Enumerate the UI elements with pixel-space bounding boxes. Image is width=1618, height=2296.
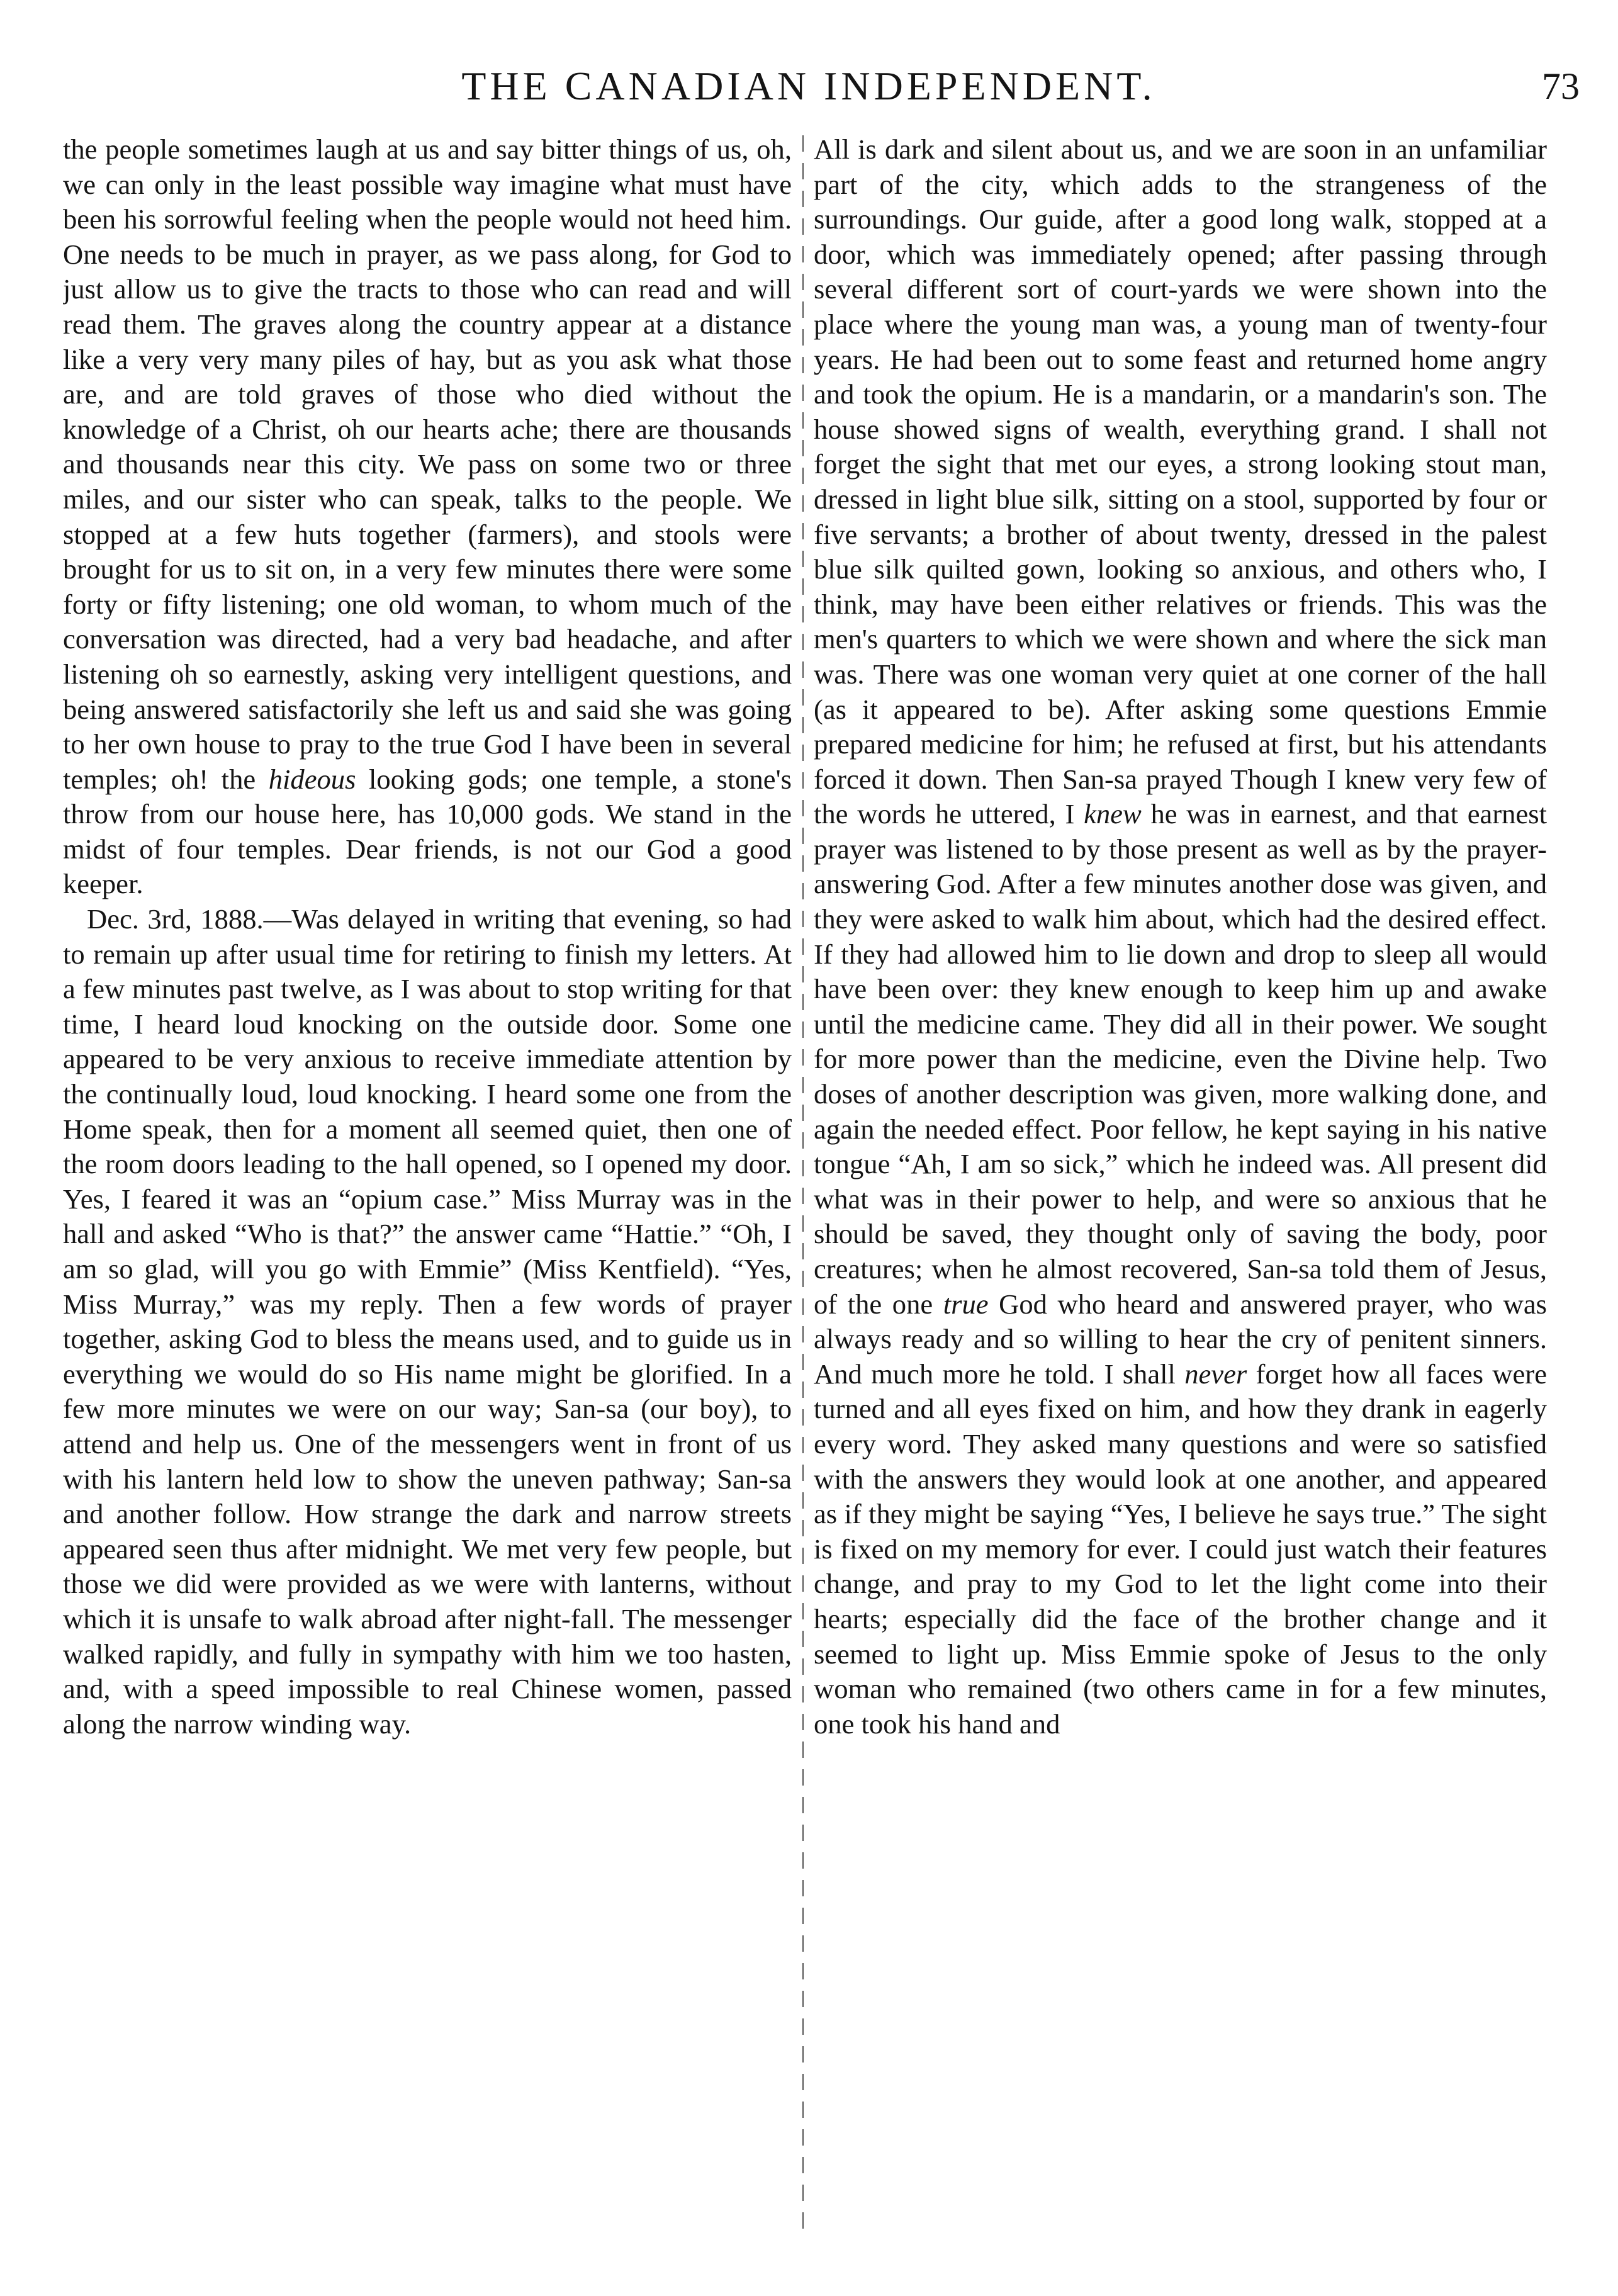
emphasis-text: true: [943, 1288, 989, 1320]
right-paragraph-1: [814, 132, 1547, 1742]
page-number: 73: [1542, 65, 1580, 107]
text-run: the people sometimes laugh at us and say bitter things of us, oh, we can only in the least possible way imagine what must have been his sorrowful feeling when the people would not heed him. One needs to be much in prayer, as we pass along, for God to just allow us to give the tracts to those who can read and will read them. The graves along the country appear at a distance like a very very many piles of hay, but as you ask what those are, and are told graves of those who died without the knowledge of a Christ, oh our hearts ache; there are thousands and thousands near this city. We pass on some two or three miles, and our sister who can speak, talks to the people. We stopped at a few huts together (farmers), and stools were brought for us to sit on, in a very few minutes there were some forty or fifty listening; one old woman, to whom much of the conversation was directed, had a very bad headache, and after listening oh so earnestly, asking very intelligent questions, and being answered satisfactorily she left us and said she was going to her own house to pray to the true God I have been in several temples; oh! the: [63, 133, 792, 795]
text-run: he was in earnest, and that earnest prayer was listened to by those present as well as by the prayer-answering God. After a few minutes another dose was given, and they were asked to walk him about, which had the desired effect. If they had allowed him to lie down and drop to sleep all would have been over: they knew enough to keep him up and awake until the medicine came. They did all in their power. We sought for more power than the medicine, even the Divine help. Two doses of another description was given, more walking done, and again the needed effect. Poor fellow, he kept saying in his native tongue “Ah, I am so sick,” which he indeed was. All present did what was in their power to help, and were so anxious that he should be saved, they thought only of saving the body, poor creatures; when he almost recovered, San-sa told them of Jesus, of the one: [814, 798, 1547, 1320]
left-column: [63, 132, 792, 2247]
text-run: looking gods; one temple, a stone's throw from our house here, has 10,000 gods. We stand in the midst of four temples. Dear friends, is not our God a good keeper.: [63, 763, 792, 900]
text-run: forget how all faces were turned and all eyes fixed on him, and how they drank in eagerly every word. They asked many questions and were so satisfied with the answers they would look at one another, and appeared as if they might be saying “Yes, I believe he says true.” The sight is fixed on my memory for ever. I could just watch their features change, and pray to my God to let the light come into their hearts; especially did the face of the brother change and it seemed to light up. Miss Emmie spoke of Jesus to the only woman who remained (two others came in for a few minutes, one took his hand and: [814, 1358, 1547, 1740]
right-column: [814, 132, 1547, 2247]
text-run: All is dark and silent about us, and we are soon in an unfamiliar part of the city, which adds to the strangeness of the surroundings. Our guide, after a good long walk, stopped at a door, which was immediately opened; after passing through several different sort of court-yards we were shown into the place where the young man was, a young man of twenty-four years. He had been out to some feast and returned home angry and took the opium. He is a mandarin, or a mandarin's son. The house showed signs of wealth, everything grand. I shall not forget the sight that met our eyes, a strong looking stout man, dressed in light blue silk, sitting on a stool, supported by four or five servants; a brother of about twenty, dressed in the palest blue silk quilted gown, looking so anxious, and others who, I think, may have been either relatives or friends. This was the men's quarters to which we were shown and where the sick man was. There was one woman very quiet at one corner of the hall (as it appeared to be). After asking some questions Emmie prepared medicine for him; he refused at first, but his attendants forced it down. Then San-sa prayed Though I knew very few of the words he uttered, I: [814, 133, 1547, 830]
left-paragraph-2: Dec. 3rd, 1888.—Was delayed in writing that evening, so had to remain up after usual time for retiring to finish my letters. At a few minutes past twelve, as I was about to stop writing for that time, I heard loud knocking on the outside door. Some one appeared to be very anxious to receive immediate attention by the continually loud, loud knocking. I heard some one from the Home speak, then for a moment all seemed quiet, then one of the room doors leading to the hall opened, so I opened my door. Yes, I feared it was an “opium case.” Miss Murray was in the hall and asked “Who is that?” the answer came “Hattie.” “Oh, I am so glad, will you go with Emmie” (Miss Kentfield). “Yes, Miss Murray,” was my reply. Then a few words of prayer together, asking God to bless the means used, and to guide us in everything we would do so His name might be glorified. In a few more minutes we were on our way; San-sa (our boy), to attend and help us. One of the messengers went in front of us with his lantern held low to show the uneven pathway; San-sa and another follow. How strange the dark and narrow streets appeared seen thus after midnight. We met very few people, but those we did were provided as we were with lanterns, without which it is unsafe to walk abroad after night-fall. The messenger walked rapidly, and fully in sympathy with him we too hasten, and, with a speed impossible to real Chinese women, passed along the narrow winding way.: [63, 903, 792, 1740]
column-divider: [802, 135, 804, 2237]
emphasis-text: hideous: [268, 763, 356, 795]
left-paragraph-1: [63, 132, 792, 902]
emphasis-text: never: [1184, 1358, 1247, 1390]
page-header: [38, 58, 1580, 115]
publication-title: THE CANADIAN INDEPENDENT.: [461, 64, 1156, 108]
text-run: God who heard and answered prayer, who was always ready and so willing to hear the cry of penitent sinners. And much more he told. I shall: [814, 1288, 1547, 1390]
emphasis-text: knew: [1084, 798, 1142, 830]
